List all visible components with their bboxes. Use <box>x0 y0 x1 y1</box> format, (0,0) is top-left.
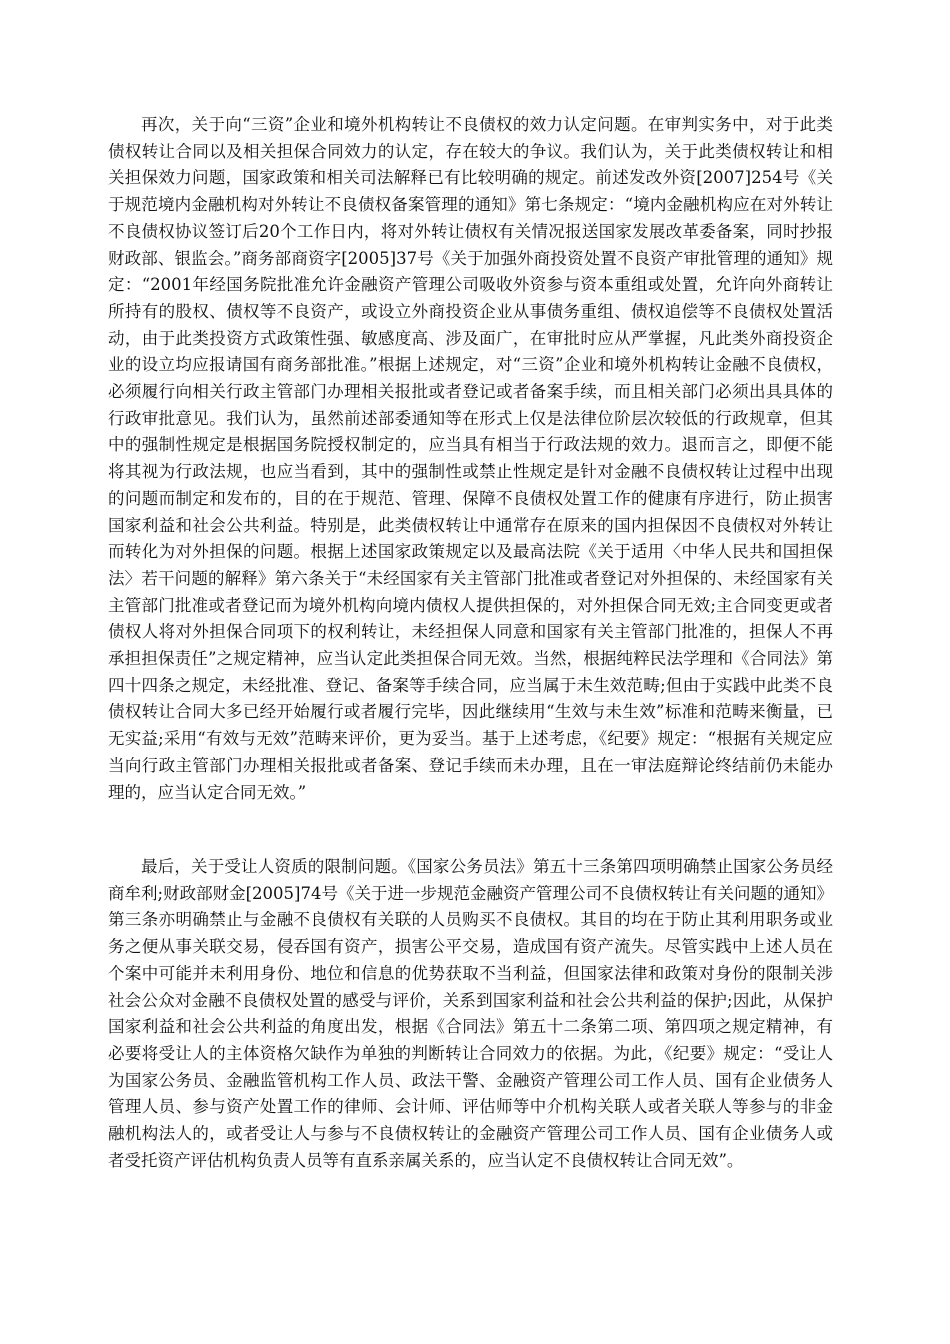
paragraph-assignee-qualification: 最后，关于受让人资质的限制问题。《国家公务员法》第五十三条第四项明确禁止国家公务员经商牟利;财政部财金[2005]74号《关于进一步规范金融资产管理公司不良债权转让有关问题的通知》第三条亦明确禁止与金融不良债权有关联的人员购买不良债权。其目的均在于防止其利用职务或业务之便从事关联交易，侵吞国有资产，损害公平交易，造成国有资产流失。尽管实践中上述人员在个案中可能并未利用身份、地位和信息的优势获取不当利益，但国家法律和政策对身份的限制关涉社会公众对金融不良债权处置的感受与评价，关系到国家利益和社会公共利益的保护;因此，从保护国家利益和社会公共利益的角度出发，根据《合同法》第五十二条第二项、第四项之规定精神，有必要将受让人的主体资格欠缺作为单独的判断转让合同效力的依据。为此，《纪要》规定：“受让人为国家公务员、金融监管机构工作人员、政法干警、金融资产管理公司工作人员、国有企业债务人管理人员、参与资产处置工作的律师、会计师、评估师等中介机构关联人或者关联人等参与的非金融机构法人的，或者受让人与参与不良债权转让的金融资产管理公司工作人员、国有企业债务人或者受托资产评估机构负责人员等有直系亲属关系的，应当认定不良债权转让合同无效”。 <box>108 857 833 1170</box>
paragraph-three-capital-transfer: 再次，关于向“三资”企业和境外机构转让不良债权的效力认定问题。在审判实务中，对于此类债权转让合同以及相关担保合同效力的认定，存在较大的争议。我们认为，关于此类债权转让和相关担保效力问题，国家政策和相关司法解释已有比较明确的规定。前述发改外资[2007]254号《关于规范境内金融机构对外转让不良债权备案管理的通知》第七条规定：“境内金融机构应在对外转让不良债权协议签订后20个工作日内，将对外转让债权有关情况报送国家发展改革委备案，同时抄报财政部、银监会。”商务部商资字[2005]37号《关于加强外商投资处置不良资产审批管理的通知》规定：“2001年经国务院批准允许金融资产管理公司吸收外资参与资本重组或处置，允许向外商转让所持有的股权、债权等不良资产，或设立外商投资企业从事债务重组、债权追偿等不良债权处置活动，由于此类投资方式政策性强、敏感度高、涉及面广，在审批时应从严掌握，凡此类外商投资企业的设立均应报请国有商务部批准。”根据上述规定，对“三资”企业和境外机构转让金融不良债权，必须履行向相关行政主管部门办理相关报批或者登记或者备案手续，而且相关部门必须出具具体的行政审批意见。我们认为，虽然前述部委通知等在形式上仅是法律位阶层次较低的行政规章，但其中的强制性规定是根据国务院授权制定的，应当具有相当于行政法规的效力。退而言之，即便不能将其视为行政法规，也应当看到，其中的强制性或禁止性规定是针对金融不良债权转让过程中出现的问题而制定和发布的，目的在于规范、管理、保障不良债权处置工作的健康有序进行，防止损害国家利益和社会公共利益。特别是，此类债权转让中通常存在原来的国内担保因不良债权对外转让而转化为对外担保的问题。根据上述国家政策规定以及最高法院《关于适用〈中华人民共和国担保法〉若干问题的解释》第六条关于“未经国家有关主管部门批准或者登记对外担保的、未经国家有关主管部门批准或者登记而为境外机构向境内债权人提供担保的，对外担保合同无效;主合同变更或者债权人将对外担保合同项下的权利转让，未经担保人同意和国家有关主管部门批准的，担保人不再承担担保责任”之规定精神，应当认定此类担保合同无效。当然，根据纯粹民法学理和《合同法》第四十四条之规定，未经批准、登记、备案等手续合同，应当属于未生效范畴;但由于实践中此类不良债权转让合同大多已经开始履行或者履行完毕，因此继续用“生效与未生效”标准和范畴来衡量，已无实益;采用“有效与无效”范畴来评价，更为妥当。基于上述考虑，《纪要》规定：“根据有关规定应当向行政主管部门办理相关报批或者备案、登记手续而未办理，且在一审法庭辩论终结前仍未能办理的，应当认定合同无效。” <box>108 115 833 802</box>
